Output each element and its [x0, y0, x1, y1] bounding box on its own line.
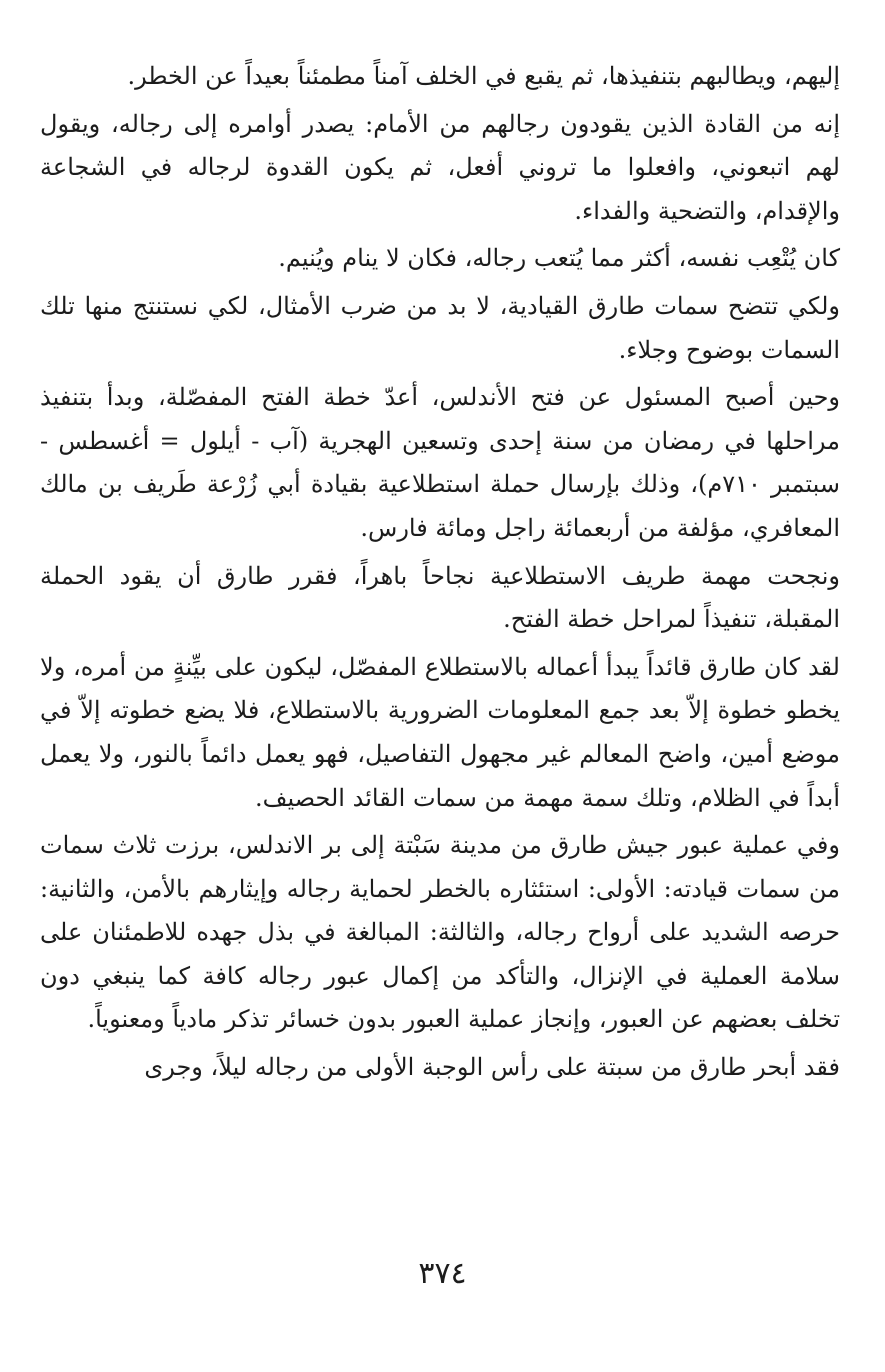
- paragraph: لقد كان طارق قائداً يبدأ أعماله بالاستطلاع المفصّل، ليكون على بيِّنةٍ من أمره، ولا يخطو خطوة إلاّ بعد جمع المعلومات الضرورية بالاستطلاع، فلا يضع خطوته إلاّ في موضع أمين، واضح المعالم غير مجهول التفاصيل، فهو يعمل دائماً بالنور، ولا يعمل أبداً في الظلام، وتلك سمة مهمة من سمات القائد الحصيف.: [40, 652, 840, 812]
- paragraph: ونجحت مهمة طريف الاستطلاعية نجاحاً باهراً، فقرر طارق أن يقود الحملة المقبلة، تنفيذاً لمراحل خطة الفتح.: [40, 561, 840, 634]
- paragraph: وفي عملية عبور جيش طارق من مدينة سَبْتة إلى بر الاندلس، برزت ثلاث سمات من سمات قيادته: الأولى: استئثاره بالخطر لحماية رجاله وإيثارهم بالأمن، والثانية: حرصه الشديد على أرواح رجاله، والثالثة: المبالغة في بذل جهده للاطمئنان على سلامة العملية في الإنزال، والتأكد من إكمال عبور رجاله كافة كما ينبغي دون تخلف بعضهم عن العبور، وإنجاز عملية العبور بدون خسائر تذكر مادياً ومعنوياً.: [40, 831, 840, 1034]
- page-body: [40, 55, 840, 1090]
- paragraph: وحين أصبح المسئول عن فتح الأندلس، أعدّ خطة الفتح المفصّلة، وبدأ بتنفيذ مراحلها في رمضان من سنة إحدى وتسعين الهجرية (آب - أيلول = أغسطس - سبتمبر ٧١٠م)، وذلك بإرسال حملة استطلاعية بقيادة أبي زُرْعة طَريف بن مالك المعافري، مؤلفة من أربعمائة راجل ومائة فارس.: [40, 383, 840, 542]
- paragraph: إنه من القادة الذين يقودون رجالهم من الأمام: يصدر أوامره إلى رجاله، ويقول لهم اتبعوني، وافعلوا ما تروني أفعل، ثم يكون القدوة لرجاله في الشجاعة والإقدام، والتضحية والفداء.: [40, 109, 840, 225]
- paragraph: إليهم، ويطالبهم بتنفيذها، ثم يقبع في الخلف آمناً مطمئناً بعيداً عن الخطر.: [127, 62, 840, 90]
- page-number: ٣٧٤: [418, 1256, 467, 1291]
- paragraph: كان يُتْعِب نفسه، أكثر مما يُتعب رجاله، فكان لا ينام ويُنيم.: [278, 244, 840, 273]
- paragraph: ولكي تتضح سمات طارق القيادية، لا بد من ضرب الأمثال، لكي نستنتج منها تلك السمات بوضوح وجلاء.: [40, 291, 840, 364]
- paragraph: فقد أبحر طارق من سبتة على رأس الوجبة الأولى من رجاله ليلاً، وجرى: [144, 1053, 840, 1082]
